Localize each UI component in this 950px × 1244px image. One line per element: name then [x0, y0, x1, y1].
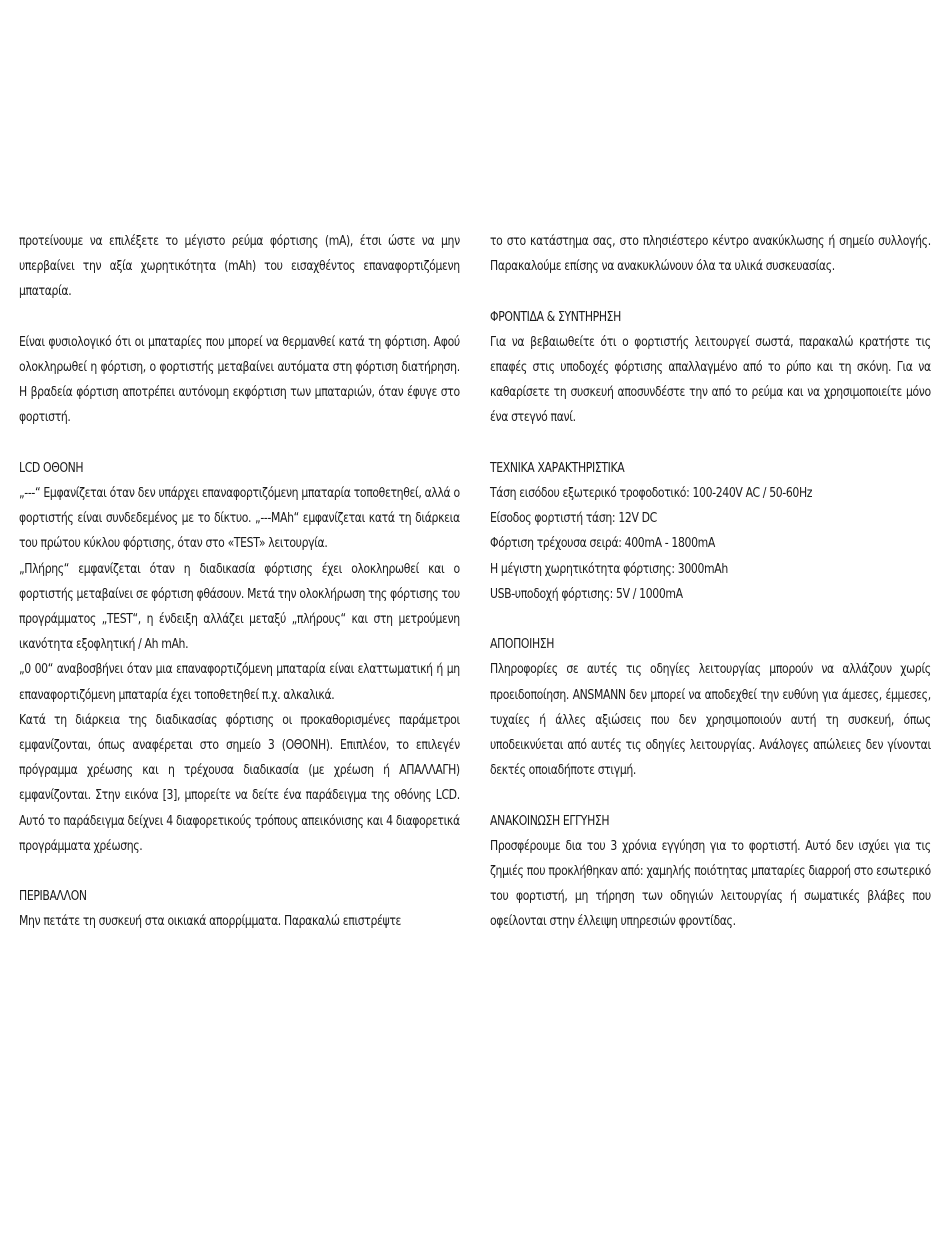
tech-spec-line: Φόρτιση τρέχουσα σειρά: 400mA - 1800mA	[490, 535, 715, 552]
environment-paragraph-continued: το στο κατάστημα σας, στο πλησιέστερο κέντρο ανακύκλωσης ή σημείο συλλογής. Παρακαλούμε επίσης να ανακυκλώνουν όλα τα υλικά συσκευασίας.	[490, 233, 931, 275]
environment-heading: ΠΕΡΙΒΑΛΛΟΝ	[19, 888, 87, 905]
care-paragraph: Για να βεβαιωθείτε ότι ο φορτιστής λειτουργεί σωστά, παρακαλώ κρατήστε τις επαφές στις υποδοχές φόρτισης απαλλαγμένο από το ρύπο και τη σκόνη. Για να καθαρίσετε τη συσκευή αποσυνδέστε την από το ρεύμα και να χρησιμοποιείτε μόνο ένα στεγνό πανί.	[490, 333, 931, 426]
heating-paragraph: Είναι φυσιολογικό ότι οι μπαταρίες που μπορεί να θερμανθεί κατά τη φόρτιση. Αφού ολοκληρωθεί η φόρτιση, ο φορτιστής μεταβαίνει αυτόματα στη φόρτιση διατήρηση. Η βραδεία φόρτιση αποτρέπει αυτόνομη εκφόρτιση των μπαταριών, όταν έφυγε στο φορτιστή.	[19, 333, 460, 426]
lcd-paragraph-parameters: Κατά τη διάρκεια της διαδικασίας φόρτισης οι προκαθορισμένες παράμετροι εμφανίζονται, όπως αναφέρεται στο σημείο 3 (ΟΘΟΝΗ). Επιπλέον, το επιλεγέν πρόγραμμα χρέωσης και η τρέχουσα διαδικασία (με χρέωση ή ΑΠΑΛΛΑΓΗ) εμφανίζονται. Στην εικόνα [3], μπορείτε να δείτε ένα παράδειγμα της οθόνης LCD. Αυτό το παράδειγμα δείχνει 4 διαφορετικούς τρόπους απεικόνισης και 4 διαφορετικά προγράμματα χρέωσης.	[19, 711, 460, 854]
spacer	[490, 431, 931, 456]
left-column	[19, 229, 460, 935]
warranty-heading: ΑΝΑΚΟΙΝΩΣΗ ΕΓΓΥΗΣΗ	[490, 812, 610, 829]
lcd-paragraph-full: „Πλήρης“ εμφανίζεται όταν η διαδικασία φόρτισης έχει ολοκληρωθεί και ο φορτιστής μεταβαίνει σε φόρτιση φθάσουν. Μετά την ολοκλήρωση της φόρτισης του προγράμματος „TEST“, η ένδειξη αλλάζει μεταξύ „πλήρους“ και στη μετρούμενη ικανότητα εξοφλητική / Ah mAh.	[19, 560, 460, 653]
tech-spec-line: Η μέγιστη χωρητικότητα φόρτισης: 3000mAh	[490, 560, 728, 577]
tech-spec-line: Τάση εισόδου εξωτερικό τροφοδοτικό: 100-240V AC / 50-60Hz	[490, 485, 813, 501]
disclaimer-paragraph: Πληροφορίες σε αυτές τις οδηγίες λειτουργίας μπορούν να αλλάζουν χωρίς προειδοποίηση. ANSMANN δεν μπορεί να αποδεχθεί την ευθύνη για άμεσες, έμμεσες, τυχαίες ή άλλες αξιώσεις που δεν χρησιμοποιούν αυτή τη συσκευή, όπως υποδεικνύεται από αυτές τις οδηγίες λειτουργίας. Ανάλογες απώλειες δεν γίνονται δεκτές οποιαδήποτε στιγμή.	[490, 661, 931, 779]
spacer	[490, 607, 931, 632]
tech-spec-line: Είσοδος φορτιστή τάση: 12V DC	[490, 510, 657, 527]
spacer	[19, 431, 460, 456]
tech-spec-line: USB-υποδοχή φόρτισης: 5V / 1000mA	[490, 585, 683, 602]
spacer	[490, 783, 931, 808]
spacer	[19, 859, 460, 884]
spacer	[19, 305, 460, 330]
disclaimer-heading: ΑΠΟΠΟΙΗΣΗ	[490, 636, 555, 653]
spacer	[490, 279, 931, 304]
lcd-paragraph-dashes: „---“ Εμφανίζεται όταν δεν υπάρχει επαναφορτιζόμενη μπαταρία τοποθετηθεί, αλλά ο φορτιστής είναι συνδεδεμένος με το δίκτυο. „---MAh“ εμφανίζεται κατά τη διάρκεια του πρώτου κύκλου φόρτισης, όταν στο «TEST» λειτουργία.	[19, 485, 460, 552]
intro-paragraph: προτείνουμε να επιλέξετε το μέγιστο ρεύμα φόρτισης (mA), έτσι ώστε να μην υπερβαίνει την αξία χωρητικότητα (mAh) του εισαχθέντος επαναφορτιζόμενη μπαταρία.	[19, 233, 460, 300]
tech-specs-heading: ΤΕΧΝΙΚΑ ΧΑΡΑΚΤΗΡΙΣΤΙΚΑ	[490, 459, 625, 476]
right-column	[490, 229, 931, 935]
lcd-paragraph-error: „0 00“ αναβοσβήνει όταν μια επαναφορτιζόμενη μπαταρία είναι ελαττωματική ή μη επαναφορτιζόμενη μπαταρία έχει τοποθετηθεί π.χ. αλκαλικά.	[19, 661, 460, 703]
lcd-heading: LCD ΟΘΟΝΗ	[19, 459, 84, 476]
warranty-paragraph: Προσφέρουμε δια του 3 χρόνια εγγύηση για το φορτιστή. Αυτό δεν ισχύει για τις ζημιές που προκλήθηκαν από: χαμηλής ποιότητας μπαταρίες διαρροή στο εσωτερικό του φορτιστή, μη τήρηση των οδηγιών λειτουργίας ή σωματικές βλάβες που οφείλονται στην έλλειψη υπηρεσιών φροντίδας.	[490, 837, 931, 930]
environment-paragraph: Μην πετάτε τη συσκευή στα οικιακά απορρίμματα. Παρακαλώ επιστρέψτε	[19, 913, 402, 930]
care-heading: ΦΡΟΝΤΙΔΑ & ΣΥΝΤΗΡΗΣΗ	[490, 308, 621, 325]
